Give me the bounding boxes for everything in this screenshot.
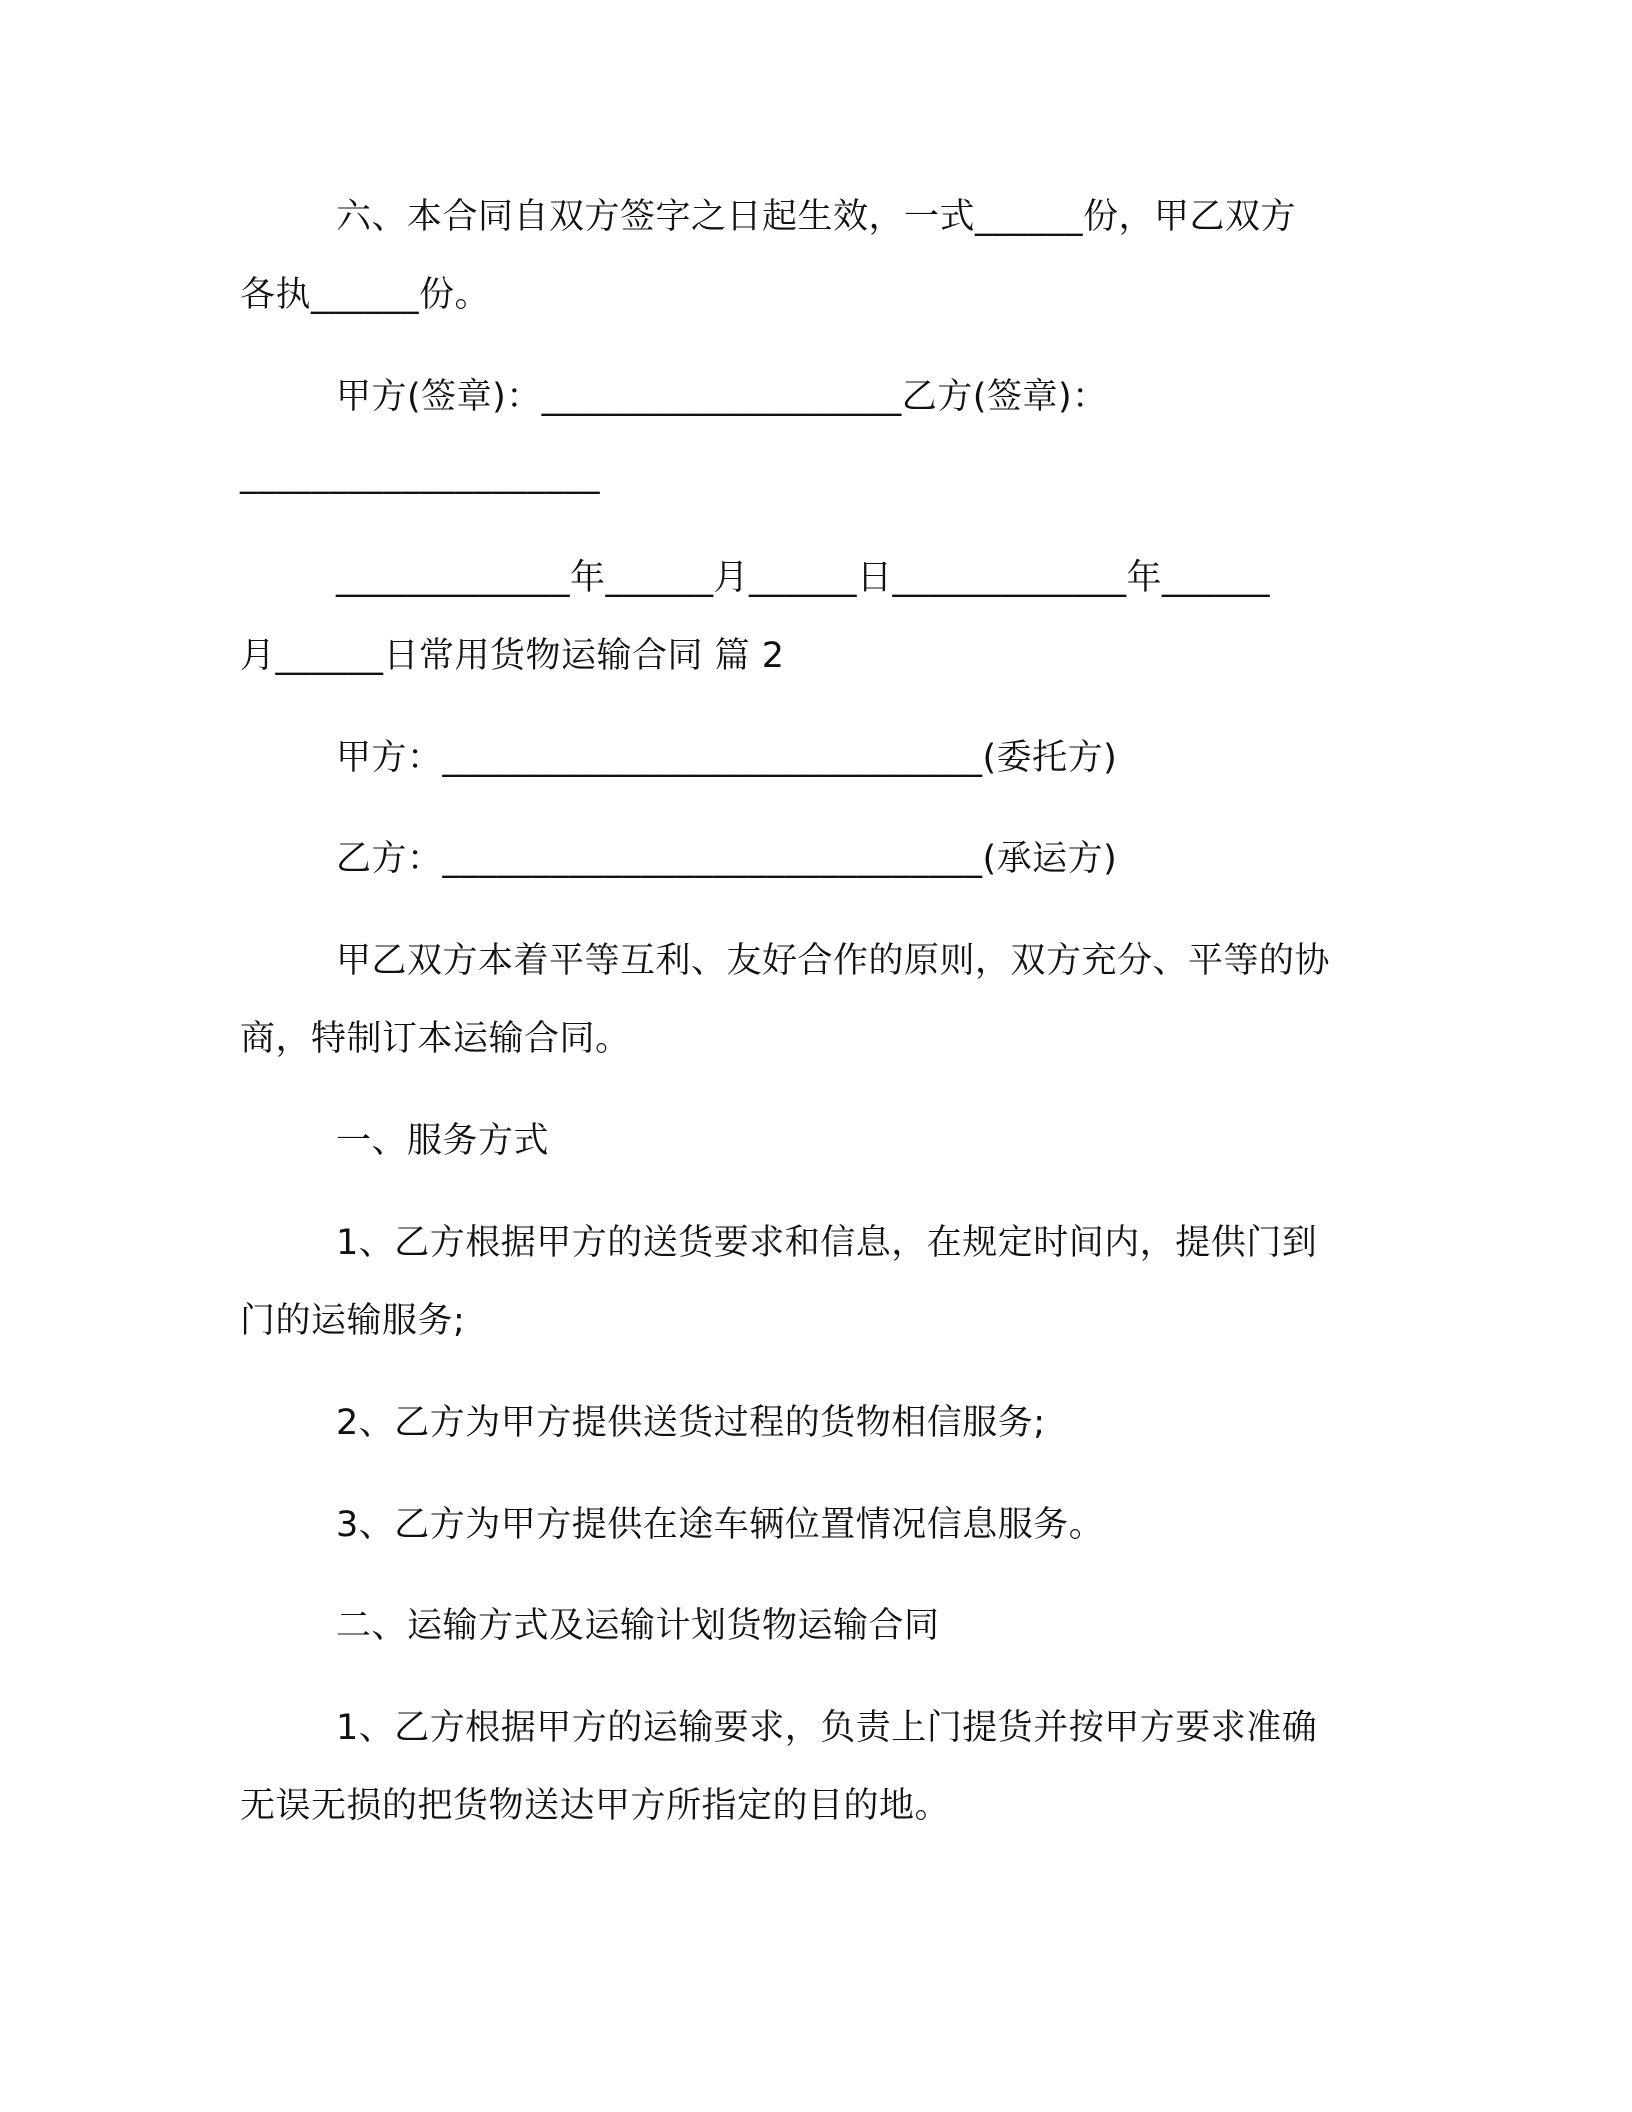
text-line: 1、乙方根据甲方的运输要求，负责上门提货并按甲方要求准确 xyxy=(336,1708,1318,1748)
text-line: 六、本合同自双方签字之日起生效，一式______份，甲乙双方 xyxy=(336,197,1297,237)
text-line: 甲方：______________________________(委托方) xyxy=(336,738,1118,778)
text-line: 商，特制订本运输合同。 xyxy=(240,1019,631,1059)
clause-six-paragraph xyxy=(240,178,1390,334)
text-line: 一、服务方式 xyxy=(336,1121,550,1161)
text-line: 1、乙方根据甲方的送货要求和信息，在规定时间内，提供门到 xyxy=(336,1223,1318,1263)
text-line: 月______日常用货物运输合同 篇 2 xyxy=(240,636,785,676)
date-paragraph xyxy=(240,539,1390,695)
party-a-line xyxy=(240,719,1390,797)
text-line: 二、运输方式及运输计划货物运输合同 xyxy=(336,1606,940,1646)
text-line: 3、乙方为甲方提供在途车辆位置情况信息服务。 xyxy=(336,1505,1105,1545)
list-item xyxy=(240,1384,1390,1462)
section-heading xyxy=(240,1587,1390,1665)
signature-paragraph xyxy=(240,358,1390,514)
list-item xyxy=(240,1204,1390,1360)
text-line: 各执______份。 xyxy=(240,275,491,315)
list-item xyxy=(240,1689,1390,1845)
text-line: 无误无损的把货物送达甲方所指定的目的地。 xyxy=(240,1786,951,1826)
party-b-line xyxy=(240,820,1390,898)
text-line: 乙方：______________________________(承运方) xyxy=(336,839,1118,879)
preamble-paragraph xyxy=(240,922,1390,1078)
text-line: 门的运输服务; xyxy=(240,1301,466,1341)
section-heading xyxy=(240,1102,1390,1180)
text-line: 甲乙双方本着平等互利、友好合作的原则，双方充分、平等的协 xyxy=(336,941,1331,981)
text-line: 2、乙方为甲方提供送货过程的货物相信服务; xyxy=(336,1403,1046,1443)
text-line: _____________年______月______日_____________年______ xyxy=(336,558,1271,598)
list-item xyxy=(240,1486,1390,1564)
text-line: 甲方(签章)：____________________乙方(签章)： xyxy=(336,377,1108,417)
text-line: ____________________ xyxy=(240,455,600,495)
